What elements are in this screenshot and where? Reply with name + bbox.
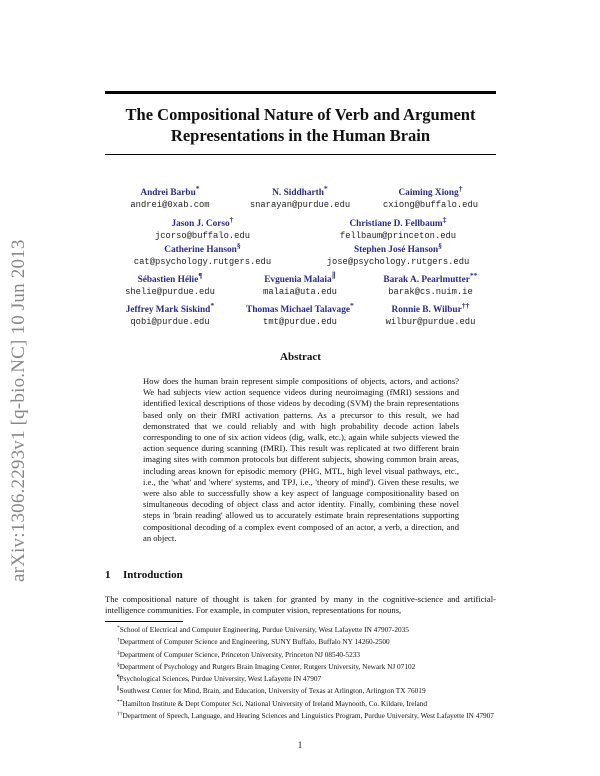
footnote-rule (105, 621, 183, 622)
affiliation-mark: † (458, 184, 463, 193)
author-email[interactable]: cxiong@buffalo.edu (382, 200, 479, 211)
title-bottom-rule (105, 154, 496, 155)
author-email[interactable]: snarayan@purdue.edu (249, 200, 351, 211)
author-block (105, 300, 235, 328)
author-email[interactable]: barak@cs.nuim.ie (388, 287, 473, 298)
author-name: Caiming Xiong (398, 188, 459, 199)
footnote (105, 623, 496, 635)
footnote-mark: ** (117, 698, 123, 705)
paper-title: The Compositional Nature of Verb and Argument Representations in the Human Brain (125, 105, 476, 145)
footnote-text: Department of Psychology and Rutgers Brain Imaging Center, Rutgers University, Newark NJ 07102 (119, 661, 416, 671)
affiliation-mark: * (323, 184, 328, 193)
title-top-rule (105, 91, 496, 94)
section-heading (105, 569, 183, 581)
author-name: Thomas Michael Talavage (246, 305, 350, 316)
affiliation-mark: †† (461, 301, 470, 310)
footnote-text: Psychological Sciences, Purdue University, West Lafayette IN 47907 (119, 674, 322, 684)
author-email[interactable]: shelie@purdue.edu (125, 287, 215, 298)
section-title: Introduction (123, 569, 183, 581)
author-name: Christiane D. Fellbaum (349, 219, 443, 230)
affiliation-mark: ‡ (442, 215, 447, 224)
author-block (365, 183, 496, 211)
page-number: 1 (297, 740, 303, 750)
author-email[interactable]: qobi@purdue.edu (130, 317, 210, 328)
footnote-text: Hamilton Institute & Dept Computer Sci, National University of Ireland Maynooth, Co. Kildare, Ireland (122, 698, 428, 708)
footnote (105, 648, 496, 660)
author-name: Evguenia Malaia (264, 275, 332, 286)
author-block (235, 270, 365, 298)
author-block (105, 214, 300, 242)
author-name: Stephen José Hanson (353, 245, 439, 256)
author-name: Jeffrey Mark Siskind (125, 305, 211, 316)
arxiv-stamp[interactable]: arXiv:1306.2293v1 [q-bio.NC] 10 Jun 2013 (8, 239, 29, 582)
affiliation-mark: § (236, 241, 241, 250)
author-email[interactable]: fellbaum@princeton.edu (339, 231, 457, 242)
footnote-text: Department of Computer Science and Engineering, SUNY Buffalo, Buffalo NY 14260-2500 (119, 637, 390, 647)
author-block (105, 183, 235, 211)
abstract-text: How does the human brain represent simple compositions of objects, actors, and actions? We had subjects view action sequence videos during neuroimaging (fMRI) sessions and identified lexical descriptions of those videos by decoding (SVM) the brain representations based only on their fMRI activation patterns. As a precursor to this result, we had demonstrated that we could reliably and with high probability decode action labels corresponding to one of six action videos (dig, walk, etc.), again while subjects viewed the action sequence during scanning (fMRI). This result was replicated at two different brain imaging sites with common protocols but different subjects, showing common brain areas, including areas known for episodic memory (PHG, MTL, high level visual pathways, etc., i.e., the 'what' and 'where' systems, and TPJ, i.e., 'theory of mind'). Given these results, we were also able to successfully show a key aspect of language compositionality based on simultaneous decoding of object class and actor identity. Finally, combining these novel steps in 'brain reading' allowed us to accurately estimate brain representations supporting compositional decoding of a complex event composed of an actor, a verb, a direction, and an object. (143, 376, 459, 543)
author-block (105, 240, 300, 268)
footnote (105, 672, 496, 684)
author-block (365, 300, 496, 328)
affiliation-mark: † (229, 215, 234, 224)
author-block (235, 300, 365, 328)
footnotes (105, 623, 496, 721)
affiliation-mark: * (210, 301, 215, 310)
author-email[interactable]: tmt@purdue.edu (263, 317, 337, 328)
footnote-mark: † (117, 637, 120, 644)
author-name: Andrei Barbu (140, 188, 196, 199)
affiliation-mark: ** (469, 271, 478, 280)
author-name: Jason J. Corso (171, 219, 230, 230)
footnote-text: Department of Speech, Language, and Hearing Sciences and Linguistics Program, Purdue University, West Lafayette IN 47907 (122, 711, 494, 721)
author-name: Sébastien Hélie (137, 275, 199, 286)
footnote (105, 635, 496, 647)
author-block (105, 270, 235, 298)
footnote-mark: ‡ (117, 649, 120, 656)
author-block (365, 270, 496, 298)
footnote (105, 684, 496, 696)
author-block (235, 183, 365, 211)
author-name: Ronnie B. Wilbur (391, 305, 462, 316)
author-email[interactable]: jose@psychology.rutgers.edu (326, 257, 470, 268)
footnote-mark: * (117, 625, 120, 631)
footnote-mark: ¶ (117, 674, 120, 681)
footnote-mark: †† (117, 711, 123, 718)
footnote-text: Department of Computer Science, Princeton University, Princeton NJ 08540-5233 (119, 649, 361, 659)
footnote (105, 709, 496, 721)
affiliation-mark: ∥ (331, 271, 336, 280)
affiliation-mark: * (349, 301, 354, 310)
author-email[interactable]: andrei@0xab.com (130, 200, 210, 211)
abstract-heading: Abstract (280, 351, 321, 363)
author-name: Catherine Hanson (164, 245, 237, 256)
author-name: Barak A. Pearlmutter (383, 275, 470, 286)
footnote-mark: § (117, 661, 120, 668)
author-block (300, 214, 496, 242)
author-name: N. Siddharth (272, 188, 324, 199)
footnote-text: Southwest Center for Mind, Brain, and Education, University of Texas at Arlington, Arlington TX 76019 (119, 686, 426, 696)
section-number: 1 (105, 569, 111, 581)
intro-paragraph: The compositional nature of thought is taken for granted by many in the cognitive-science and artificial-intelligence communities. For example, in computer vision, representations for nouns, (105, 594, 496, 616)
footnote (105, 660, 496, 672)
affiliation-mark: * (195, 184, 200, 193)
author-block (300, 240, 496, 268)
footnote (105, 697, 496, 709)
author-email[interactable]: malaia@uta.edu (263, 287, 337, 298)
author-email[interactable]: wilbur@purdue.edu (385, 317, 476, 328)
author-email[interactable]: jcorso@buffalo.edu (154, 231, 251, 242)
footnote-mark: ∥ (117, 686, 120, 693)
affiliation-mark: § (438, 241, 443, 250)
affiliation-mark: ¶ (198, 271, 203, 280)
author-email[interactable]: cat@psychology.rutgers.edu (133, 257, 272, 268)
footnote-text: School of Electrical and Computer Engineering, Purdue University, West Lafayette IN 47907-2035 (119, 625, 409, 634)
